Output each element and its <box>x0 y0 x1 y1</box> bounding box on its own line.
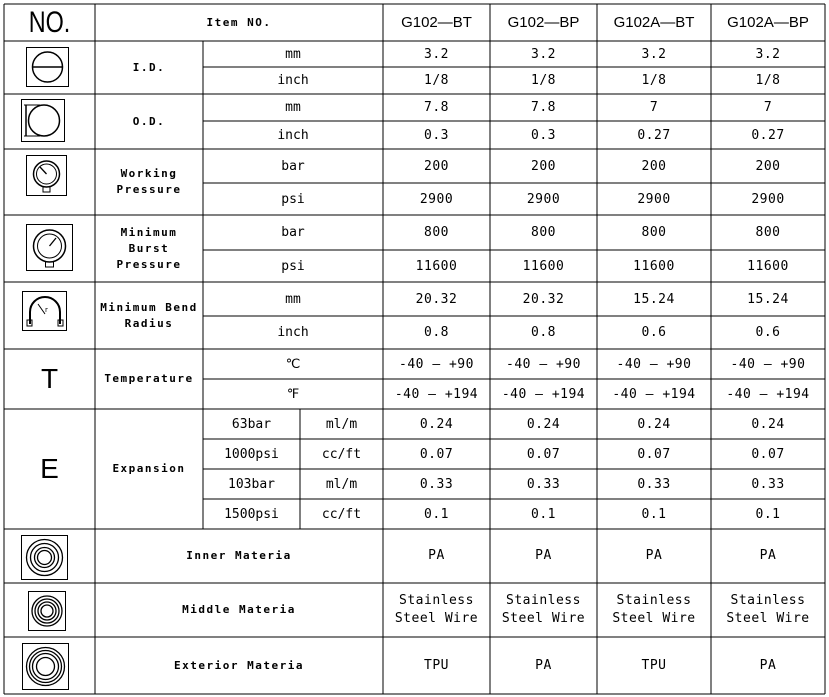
temperature-icon: T <box>40 363 59 394</box>
middle-material-value: Stainless Steel Wire <box>612 593 696 626</box>
bend-radius-unit: inch <box>277 325 309 340</box>
temperature-value: -40 — +194 <box>394 386 479 402</box>
burst-pressure-value: 11600 <box>522 258 565 274</box>
burst-pressure-label: Minimum Burst Pressure <box>116 225 182 271</box>
expansion-value: 0.33 <box>419 476 454 492</box>
bend-radius-icon <box>22 291 67 331</box>
temperature-unit: ℉ <box>286 386 300 402</box>
exterior-material-value: TPU <box>424 657 449 673</box>
no-header: NO. <box>28 5 71 39</box>
expansion-condition: 103bar <box>228 476 275 492</box>
expansion-value: 0.24 <box>526 416 561 432</box>
od-value: 7.8 <box>424 100 449 115</box>
bend-radius-value: 15.24 <box>747 291 789 307</box>
burst-gauge-icon <box>26 224 73 271</box>
id-value: 3.2 <box>641 46 667 62</box>
bend-radius-value: 0.6 <box>641 325 667 340</box>
inner-diameter-icon <box>26 47 69 87</box>
outer-diameter-icon <box>21 99 65 142</box>
exterior-material-value: PA <box>535 657 552 673</box>
expansion-value: 0.33 <box>526 476 561 492</box>
od-value: 7.8 <box>531 100 556 115</box>
burst-pressure-value: 11600 <box>747 258 789 274</box>
od-value: 7 <box>649 100 659 115</box>
concentric-circles-icon <box>28 591 66 631</box>
concentric-circles-icon <box>21 535 68 580</box>
bend-radius-value: 0.8 <box>424 325 449 340</box>
middle-material-value: Stainless Steel Wire <box>394 593 479 626</box>
svg-text:r: r <box>45 306 48 314</box>
inner-material-value: PA <box>759 548 777 563</box>
burst-pressure-value: 800 <box>424 225 449 240</box>
expansion-value: 0.33 <box>637 476 671 492</box>
burst-pressure-value: 11600 <box>415 258 458 274</box>
od-label: O.D. <box>132 114 166 128</box>
temperature-value: -40 — +194 <box>501 386 586 402</box>
middle-material-value: Stainless Steel Wire <box>726 593 810 626</box>
expansion-value: 0.24 <box>419 416 454 432</box>
burst-pressure-value: 800 <box>755 225 781 240</box>
burst-pressure-unit: psi <box>281 258 305 274</box>
id-value: 1/8 <box>531 73 556 88</box>
inner-material-value: PA <box>428 548 445 563</box>
expansion-value: 0.1 <box>641 506 667 522</box>
expansion-condition: 1000psi <box>224 446 279 462</box>
od-value: 7 <box>763 100 773 115</box>
expansion-value: 0.24 <box>751 416 785 432</box>
working-pressure-value: 200 <box>641 158 667 174</box>
temperature-value: -40 — +90 <box>506 356 581 372</box>
bend-radius-label: Minimum Bend Radius <box>100 300 198 330</box>
bend-radius-value: 20.32 <box>522 291 565 307</box>
id-value: 3.2 <box>755 46 781 62</box>
bend-radius-value: 0.8 <box>531 325 556 340</box>
item-no-header: Item NO. <box>206 15 272 29</box>
model-header: G102A—BP <box>727 14 809 31</box>
id-value: 3.2 <box>424 46 449 62</box>
od-value: 0.3 <box>424 127 449 143</box>
od-unit: inch <box>277 127 309 143</box>
od-unit: mm <box>285 100 301 115</box>
pressure-gauge-icon <box>26 155 67 196</box>
burst-pressure-unit: bar <box>281 225 305 240</box>
expansion-condition: 63bar <box>231 416 272 432</box>
expansion-icon: E <box>40 453 59 484</box>
working-pressure-unit: bar <box>281 158 305 174</box>
expansion-unit: ml/m <box>325 476 358 492</box>
od-value: 0.27 <box>637 127 671 143</box>
working-pressure-unit: psi <box>281 191 305 207</box>
bend-radius-unit: mm <box>285 291 301 307</box>
working-pressure-value: 2900 <box>419 191 454 207</box>
model-header: G102—BP <box>507 14 580 31</box>
working-pressure-value: 2900 <box>637 191 671 207</box>
bend-radius-value: 15.24 <box>633 291 675 307</box>
expansion-value: 0.07 <box>751 446 785 462</box>
id-value: 1/8 <box>424 73 449 88</box>
temperature-value: -40 — +90 <box>730 356 806 372</box>
middle-material-label: Middle Materia <box>182 603 296 616</box>
expansion-value: 0.1 <box>424 506 449 522</box>
exterior-material-value: TPU <box>641 657 667 673</box>
burst-pressure-value: 11600 <box>633 258 675 274</box>
expansion-value: 0.24 <box>637 416 671 432</box>
expansion-value: 0.33 <box>751 476 785 492</box>
temperature-value: -40 — +194 <box>612 386 696 402</box>
id-unit: mm <box>285 46 301 62</box>
expansion-unit: cc/ft <box>321 446 362 462</box>
id-value: 1/8 <box>641 73 667 88</box>
burst-pressure-value: 800 <box>531 225 556 240</box>
model-header: G102A—BT <box>613 14 695 31</box>
bend-radius-value: 20.32 <box>415 291 458 307</box>
inner-material-label: Inner Materia <box>186 549 292 562</box>
expansion-label: Expansion <box>112 462 186 475</box>
model-header: G102—BT <box>401 14 472 31</box>
working-pressure-value: 200 <box>755 158 781 174</box>
expansion-value: 0.07 <box>419 446 454 462</box>
exterior-material-label: Exterior Materia <box>174 658 304 672</box>
working-pressure-value: 2900 <box>751 191 785 207</box>
temperature-unit: ℃ <box>285 356 301 372</box>
burst-pressure-value: 800 <box>641 225 667 240</box>
temperature-value: -40 — +90 <box>616 356 692 372</box>
id-value: 3.2 <box>531 46 556 62</box>
exterior-material-value: PA <box>759 657 777 673</box>
expansion-unit: ml/m <box>325 416 358 432</box>
expansion-value: 0.07 <box>637 446 671 462</box>
concentric-circles-icon <box>22 643 69 690</box>
expansion-value: 0.07 <box>526 446 561 462</box>
expansion-value: 0.1 <box>755 506 781 522</box>
working-pressure-label: Working Pressure <box>116 167 182 196</box>
working-pressure-value: 2900 <box>526 191 561 207</box>
working-pressure-value: 200 <box>531 158 556 174</box>
inner-material-value: PA <box>535 548 552 563</box>
temperature-value: -40 — +194 <box>726 386 810 402</box>
id-unit: inch <box>277 73 309 88</box>
temperature-label: Temperature <box>104 372 194 385</box>
inner-material-value: PA <box>645 548 663 563</box>
id-label: I.D. <box>132 60 166 74</box>
expansion-unit: cc/ft <box>321 506 362 522</box>
od-value: 0.27 <box>751 127 785 143</box>
id-value: 1/8 <box>755 73 781 88</box>
bend-radius-value: 0.6 <box>755 325 781 340</box>
od-value: 0.3 <box>531 127 556 143</box>
expansion-value: 0.1 <box>531 506 556 522</box>
temperature-value: -40 — +90 <box>399 356 474 372</box>
working-pressure-value: 200 <box>424 158 449 174</box>
middle-material-value: Stainless Steel Wire <box>501 593 586 626</box>
expansion-condition: 1500psi <box>224 506 279 522</box>
